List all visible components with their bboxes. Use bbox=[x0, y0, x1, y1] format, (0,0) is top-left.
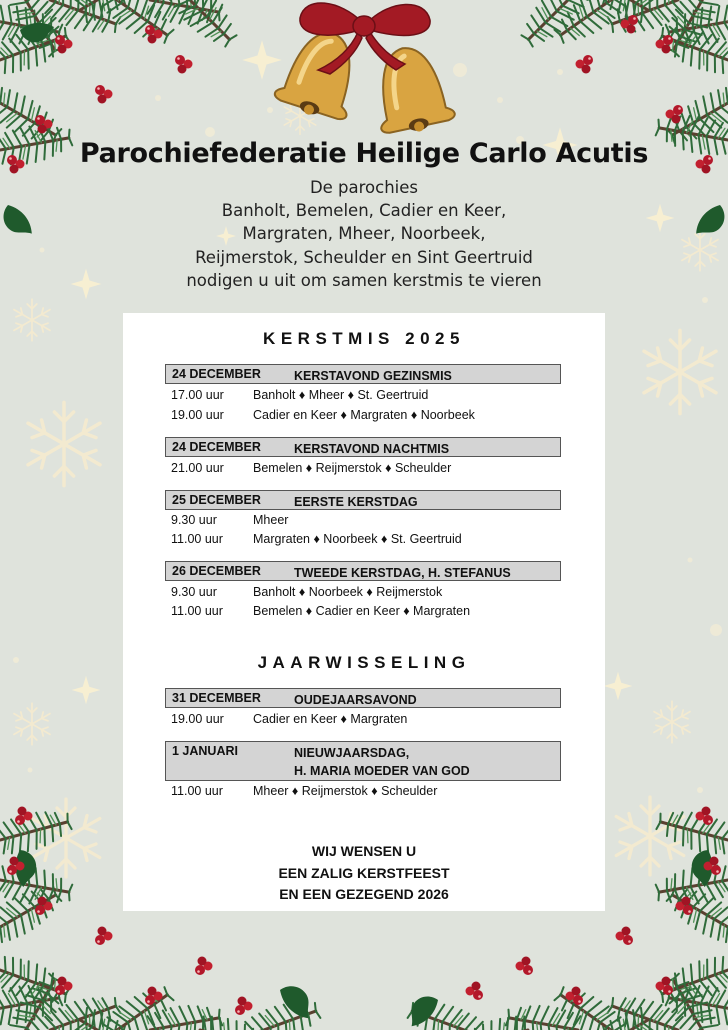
service-row bbox=[171, 513, 288, 527]
service-time: 11.00 uur bbox=[171, 604, 223, 618]
service-places: Mheer bbox=[253, 513, 289, 527]
service-places: Mheer ♦ Reijmerstok ♦ Scheulder bbox=[253, 784, 438, 798]
page-title: Parochiefederatie Heilige Carlo Acutis bbox=[79, 138, 649, 169]
event-name: TWEEDE KERSTDAG, H. STEFANUS bbox=[294, 566, 511, 580]
closing-line: WIJ WENSEN U bbox=[311, 843, 417, 859]
intro-line: nodigen u uit om samen kerstmis te vieren bbox=[186, 270, 542, 290]
event-name: KERSTAVOND NACHTMIS bbox=[294, 442, 450, 456]
service-time: 17.00 uur bbox=[171, 388, 224, 402]
event-header bbox=[165, 741, 561, 781]
event-header bbox=[165, 364, 561, 384]
intro-line: Reijmerstok, Scheulder en Sint Geertruid bbox=[195, 247, 533, 267]
event-date: 31 DECEMBER bbox=[172, 691, 261, 705]
closing-line: EEN ZALIG KERSTFEEST bbox=[278, 864, 450, 881]
service-time: 11.00 uur bbox=[171, 532, 223, 546]
event-date: 26 DECEMBER bbox=[172, 564, 261, 578]
event-date: 25 DECEMBER bbox=[172, 493, 261, 507]
service-row bbox=[171, 784, 437, 798]
service-row bbox=[171, 388, 428, 402]
service-row bbox=[171, 712, 407, 726]
service-row bbox=[171, 408, 475, 422]
service-time: 19.00 uur bbox=[171, 712, 224, 726]
event-name-line: NIEUWJAARSDAG, bbox=[294, 746, 410, 760]
service-places: Cadier en Keer ♦ Margraten bbox=[253, 712, 408, 726]
section-title-kerstmis: KERSTMIS 2025 bbox=[263, 329, 465, 348]
event-header bbox=[165, 490, 561, 510]
event-name: KERSTAVOND GEZINSMIS bbox=[294, 369, 452, 383]
service-time: 19.00 uur bbox=[171, 408, 224, 422]
section-title-jaarwisseling: JAARWISSELING bbox=[257, 653, 471, 672]
event-header bbox=[165, 688, 561, 708]
event-header bbox=[165, 561, 561, 581]
service-places: Bemelen ♦ Cadier en Keer ♦ Margraten bbox=[253, 604, 471, 618]
event-header bbox=[165, 437, 561, 457]
service-places: Banholt ♦ Noorbeek ♦ Reijmerstok bbox=[253, 585, 443, 599]
service-places: Margraten ♦ Noorbeek ♦ St. Geertruid bbox=[253, 532, 462, 546]
event-name-line: H. MARIA MOEDER VAN GOD bbox=[294, 764, 470, 778]
service-row bbox=[171, 461, 451, 475]
service-row bbox=[171, 604, 470, 618]
service-row bbox=[171, 585, 442, 599]
service-time: 9.30 uur bbox=[171, 513, 217, 527]
event-name: EERSTE KERSTDAG bbox=[294, 495, 418, 509]
event-name bbox=[294, 744, 470, 780]
event-name: OUDEJAARSAVOND bbox=[294, 693, 417, 707]
event-date: 1 JANUARI bbox=[172, 744, 238, 758]
event-date: 24 DECEMBER bbox=[172, 367, 261, 381]
intro-line: De parochies bbox=[309, 178, 419, 197]
service-row bbox=[171, 532, 462, 546]
service-time: 11.00 uur bbox=[171, 784, 223, 798]
service-places: Bemelen ♦ Reijmerstok ♦ Scheulder bbox=[253, 461, 452, 475]
event-date: 24 DECEMBER bbox=[172, 440, 261, 454]
intro-line: Banholt, Bemelen, Cadier en Keer, bbox=[221, 201, 507, 221]
service-time: 9.30 uur bbox=[171, 585, 217, 599]
schedule-panel bbox=[123, 313, 605, 911]
intro-line: Margraten, Mheer, Noorbeek, bbox=[242, 224, 486, 244]
service-places: Banholt ♦ Mheer ♦ St. Geertruid bbox=[253, 388, 429, 402]
service-places: Cadier en Keer ♦ Margraten ♦ Noorbeek bbox=[253, 408, 475, 422]
service-time: 21.00 uur bbox=[171, 461, 224, 475]
closing-line: EN EEN GEZEGEND 2026 bbox=[279, 886, 449, 902]
closing-wish bbox=[123, 841, 605, 906]
intro-text bbox=[0, 176, 728, 292]
